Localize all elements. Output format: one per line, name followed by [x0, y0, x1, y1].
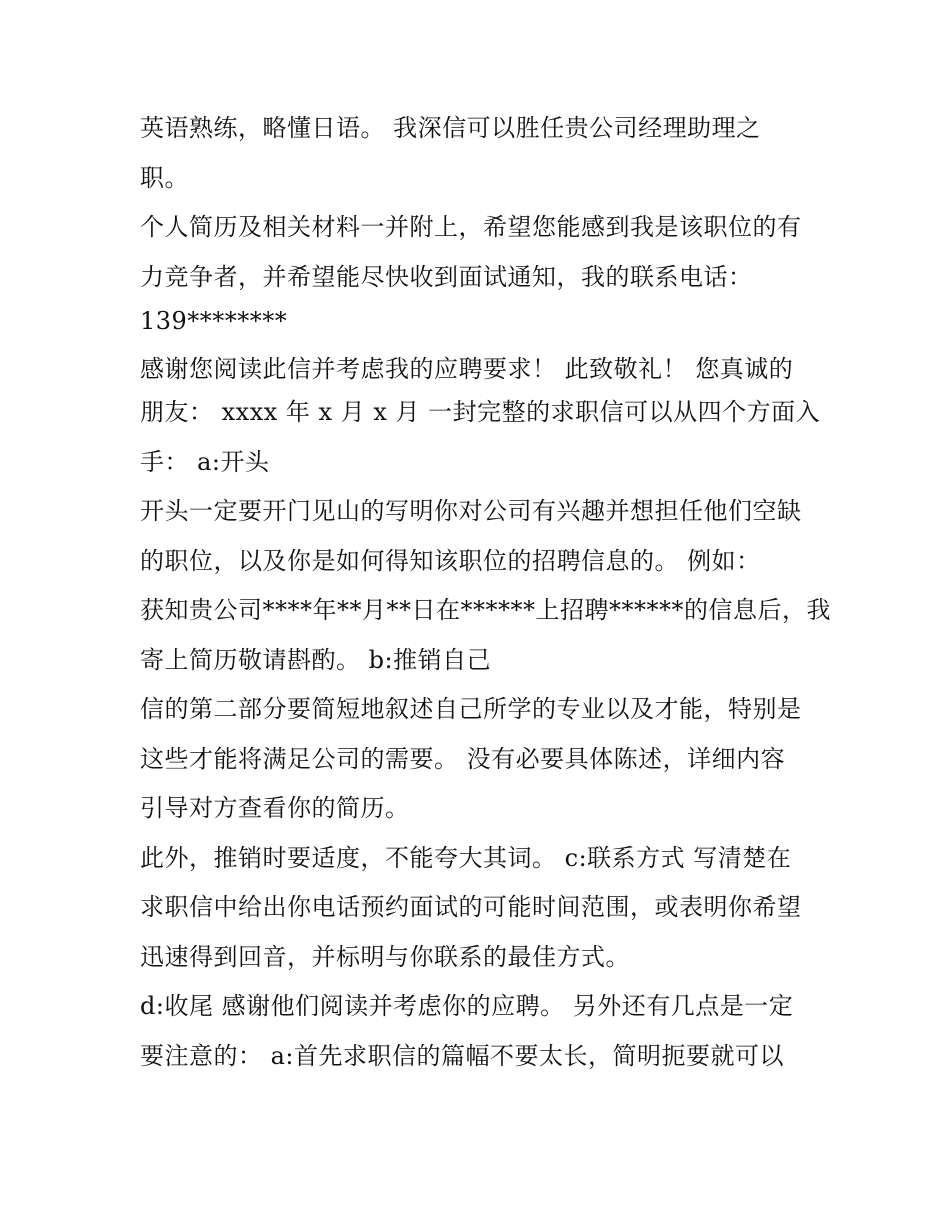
- text-line: 此外，推销时要适度，不能夸大其词。 c:联系方式 写清楚在: [140, 843, 792, 872]
- text-line: 这些才能将满足公司的需要。 没有必要具体陈述，详细内容: [140, 744, 786, 773]
- text-line: 力竞争者，并希望能尽快收到面试通知，我的联系电话：: [140, 262, 753, 291]
- text-line: 手： a:开头: [140, 447, 270, 476]
- text-line: 寄上简历敬请斟酌。 b:推销自己: [140, 645, 492, 674]
- text-line: 感谢您阅读此信并考虑我的应聘要求！ 此致敬礼！ 您真诚的: [140, 355, 794, 383]
- text-line: 要注意的： a:首先求职信的篇幅不要太长，简明扼要就可以: [140, 1041, 785, 1070]
- text-line: 的职位，以及你是如何得知该职位的招聘信息的。 例如：: [140, 546, 761, 575]
- text-line: d:收尾 感谢他们阅读并考虑你的应聘。 另外还有几点是一定: [140, 992, 794, 1020]
- text-line: 英语熟练，略懂日语。 我深信可以胜任贵公司经理助理之: [140, 114, 761, 142]
- text-line: 开头一定要开门见山的写明你对公司有兴趣并想担任他们空缺: [140, 497, 802, 525]
- text-line: 139********: [140, 307, 288, 335]
- text-line: 朋友： xxxx 年 x 月 x 月 一封完整的求职信可以从四个方面入: [140, 398, 821, 426]
- document-body: [140, 104, 831, 1081]
- text-line: 获知贵公司****年**月**日在******上招聘******的信息后，我: [140, 596, 831, 624]
- text-line: 迅速得到回音，并标明与你联系的最佳方式。: [140, 942, 630, 971]
- text-line: 求职信中给出你电话预约面试的可能时间范围，或表明你希望: [140, 893, 802, 921]
- text-line: 个人简历及相关材料一并附上，希望您能感到我是该职位的有: [140, 213, 802, 241]
- text-line: 信的第二部分要简短地叙述自己所学的专业以及才能，特别是: [140, 695, 802, 723]
- text-line: 引导对方查看你的简历。: [140, 794, 410, 822]
- text-line: 职。: [140, 163, 189, 192]
